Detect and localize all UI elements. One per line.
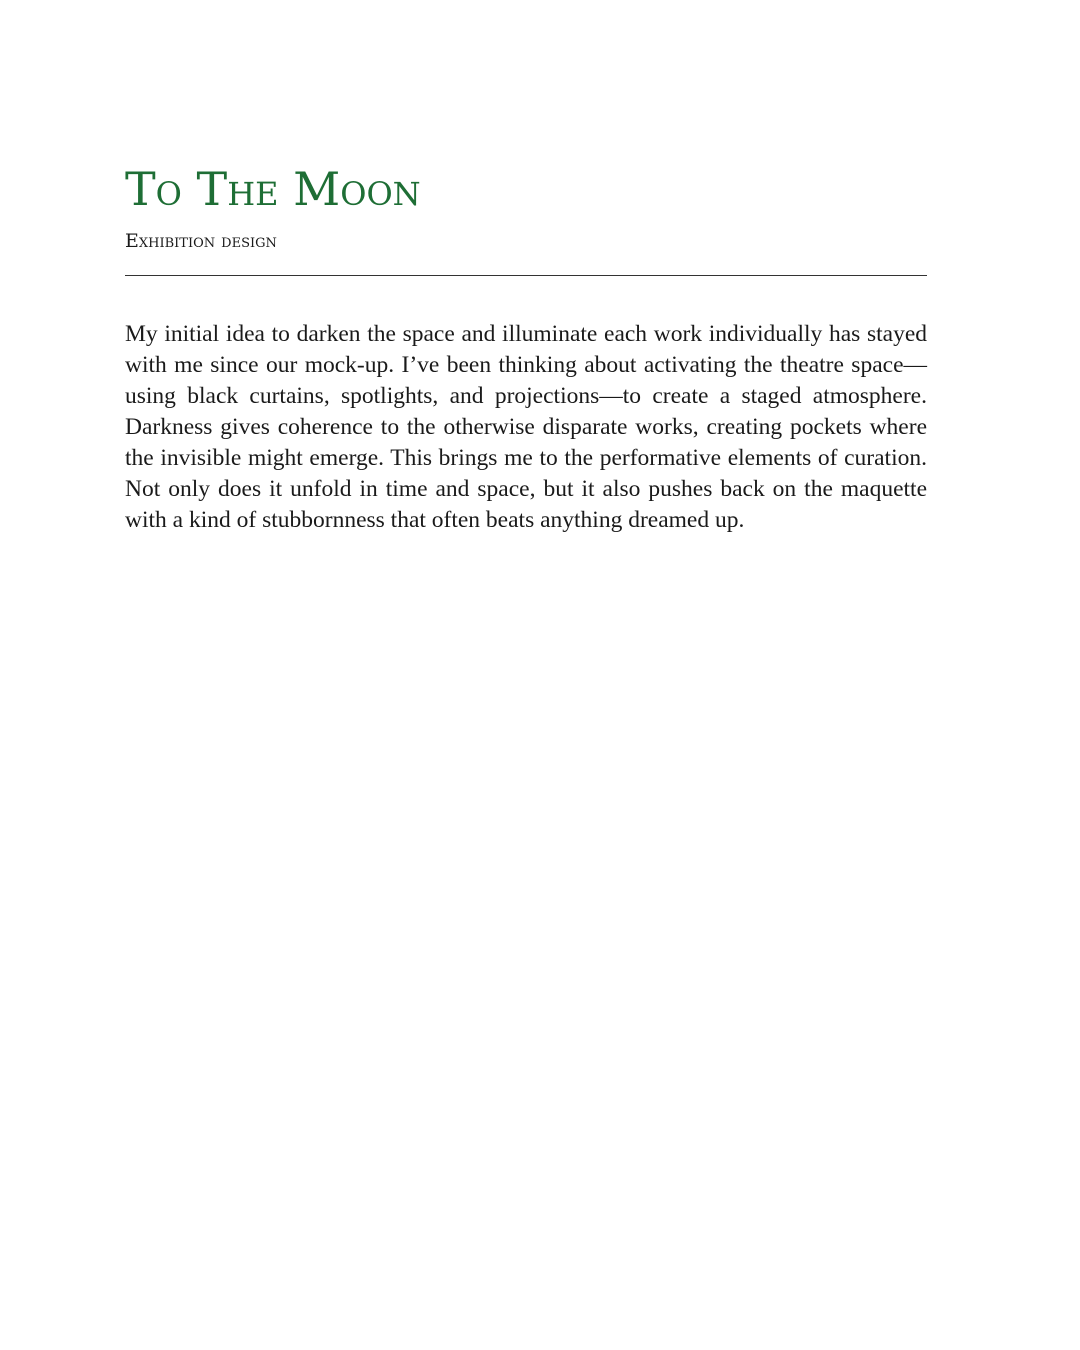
divider — [125, 275, 927, 276]
page-subtitle: Exhibition design — [125, 230, 277, 252]
body-paragraph: My initial idea to darken the space and illuminate each work individually has stayed with me since our mock-up. I’ve been thinking about activating the theatre space—using black curtains, spotlights, and projections—to create a staged atmosphere. Darkness gives coherence to the otherwise disparate works, creating pockets where the invisible might emerge. This brings me to the performative elements of curation. Not only does it unfold in time and space, but it also pushes back on the maquette with a kind of stubbornness that often beats anything dreamed up. — [125, 321, 927, 533]
page-title: To The Moon — [125, 162, 421, 216]
